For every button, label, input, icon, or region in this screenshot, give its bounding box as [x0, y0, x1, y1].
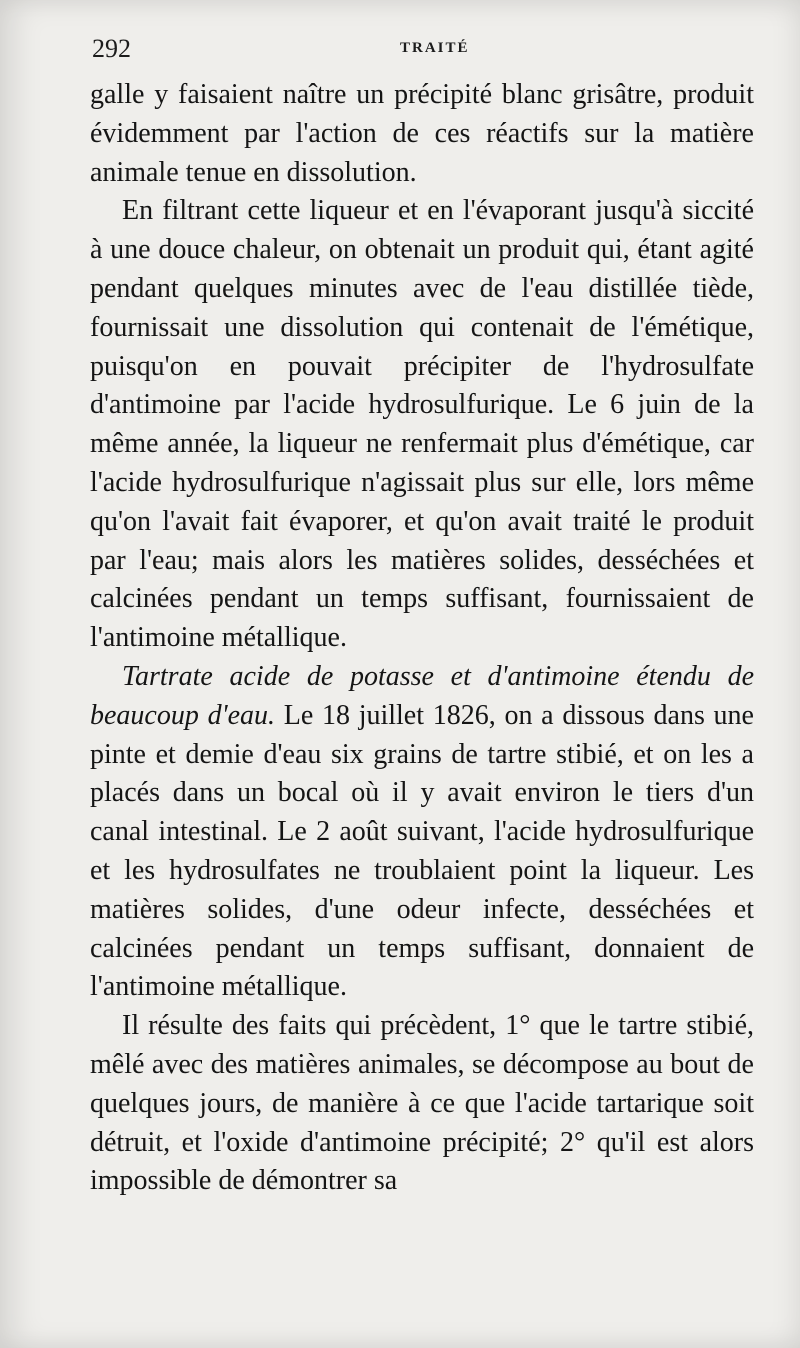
body-text [90, 76, 754, 1201]
paragraph-3 [90, 658, 754, 1007]
paragraph-1-text: galle y faisaient naître un précipité blanc grisâtre, produit évidemment par l'action de ces réactifs sur la matière animale tenue en dissolution. [90, 79, 754, 188]
paragraph-2 [90, 192, 754, 658]
paragraph-3-text: Le 18 juillet 1826, on a dissous dans une pinte et demie d'eau six grains de tartre stibié, et on les a placés dans un bocal où il y avait environ le tiers d'un canal intestinal. Le 2 août suivant, l'acide hydrosulfurique et les hydrosulfates ne troublaient point la liqueur. Les matières solides, d'une odeur infecte, desséchées et calcinées pendant un temps suffisant, donnaient de l'antimoine métallique. [90, 699, 754, 1003]
page-header [92, 34, 752, 64]
page-number: 292 [92, 34, 131, 63]
running-title: TRAITÉ [400, 40, 470, 56]
paragraph-2-text: En filtrant cette liqueur et en l'évaporant jusqu'à siccité à une douce chaleur, on obtenait un produit qui, étant agité pendant quelques minutes avec de l'eau distillée tiède, fournissait une dissolution qui contenait de l'émétique, puisqu'on en pouvait précipiter de l'hydrosulfate d'antimoine par l'acide hydrosulfurique. Le 6 juin de la même année, la liqueur ne renfermait plus d'émétique, car l'acide hydrosulfurique n'agissait plus sur elle, lors même qu'on l'avait fait évaporer, et qu'on avait traité le produit par l'eau; mais alors les matières solides, desséchées et calcinées pendant un temps suffisant, fournissaient de l'antimoine métallique. [90, 195, 754, 654]
section-italic-heading: Tartrate acide de potasse et d'antimoine étendu de beaucoup d'eau. [90, 660, 754, 731]
paragraph-4-text: Il résulte des faits qui précèdent, 1° que le tartre stibié, mêlé avec des matières animales, se décompose au bout de quelques jours, de manière à ce que l'acide tartarique soit détruit, et l'oxide d'antimoine précipité; 2° qu'il est alors impossible de démontrer sa [90, 1010, 754, 1197]
paragraph-4 [90, 1007, 754, 1201]
paragraph-1 [90, 76, 754, 192]
